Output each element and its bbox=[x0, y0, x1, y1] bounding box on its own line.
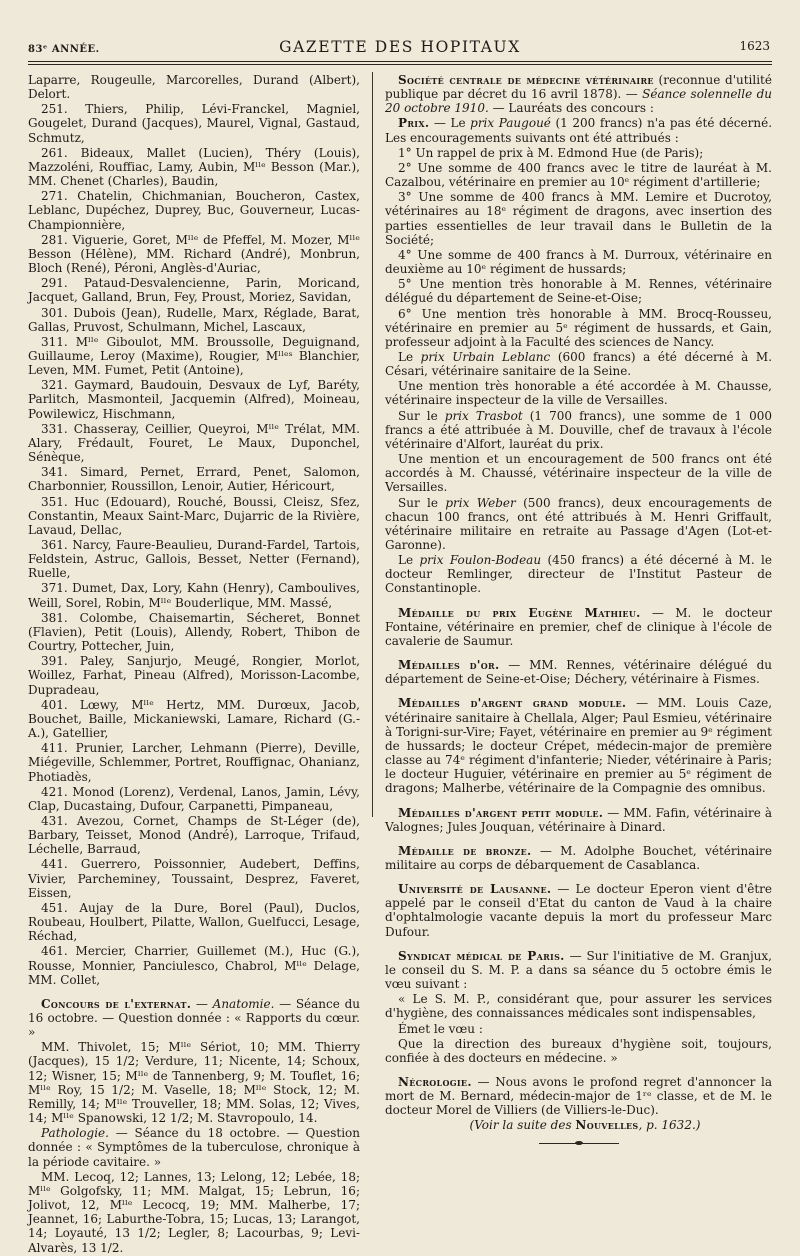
section-heading: Concours de l'externat. bbox=[41, 996, 192, 1011]
paragraph: Médailles d'argent grand module. — MM. Louis Caze, vétérinaire sanitaire à Chellala, Alger; Paul Esmieu, vétérinaire à Torigni-sur-Vire; Fayet, vétérinaire en premier au 9ᵉ régiment de hussards; le docteur Crépet, médecin-major de première classe au 74ᵉ régiment d'infanterie; Nieder, vétérinaire à Paris; le docteur Huguier, vétérinaire en premier au 5ᵉ régiment de dragons; Malherbe, vétérinaire de la Compagnie des omnibus. bbox=[385, 696, 773, 796]
paragraph: 271. Chatelin, Chichmanian, Boucheron, Castex, Leblanc, Dupéchez, Duprey, Buc, Gouverneur, Lucas-Championnière, bbox=[28, 189, 360, 232]
paragraph: MM. Lecoq, 12; Lannes, 13; Lelong, 12; Lebée, 18; Mˡˡᵉ Golgofsky, 11; MM. Malgat, 15; Lebrun, 16; Jolivot, 12, Mˡˡᵉ Lecocq, 19; MM. Malherbe, 17; Jeannet, 16; Laburthe-Tobra, 15; Lucas, 13; Larangot, 14; Loyauté, 13 1/2; Legler, 8; Lacourbas, 9; Levi-Alvarès, 13 1/2. bbox=[28, 1169, 360, 1255]
paragraph: Médaille de bronze. — M. Adolphe Bouchet, vétérinaire militaire au corps de débarquement de Casablanca. bbox=[385, 843, 772, 872]
paragraph: 281. Viguerie, Goret, Mˡˡᵉ de Pfeffel, M. Mozer, Mˡˡᵉ Besson (Hélène), MM. Richard (André), Monbrun, Bloch (René), Péroni, Anglès-d'Auriac, bbox=[28, 232, 360, 276]
paragraph: 311. Mˡˡᵉ Giboulot, MM. Broussolle, Deguignand, Guillaume, Leroy (Maxime), Rougier, Mˡˡᵉˢ Blanchier, Leven, MM. Fumet, Petit (Antoine), bbox=[28, 334, 360, 378]
paragraph: 331. Chasseray, Ceillier, Queyroi, Mˡˡᵉ Trélat, MM. Alary, Frédault, Fouret, Le Maux, Duponchel, Sénèque, bbox=[28, 421, 360, 465]
paragraph: Sur le prix Trasbot (1 700 francs), une somme de 1 000 francs a été attribuée à M. Douville, chef de travaux à l'école vétérinaire d'Alfort, lauréat du prix. bbox=[385, 408, 772, 451]
paragraph: Sur le prix Weber (500 francs), deux encouragements de chacun 100 francs, ont été attribués à M. Henri Griffault, vétérinaire militaire en retraite au Passage d'Agen (Lot-et-Garonne). bbox=[385, 495, 772, 552]
paragraph: 401. Lœwy, Mˡˡᵉ Hertz, MM. Durœux, Jacob, Bouchet, Baille, Mickaniewski, Lamare, Richard (G.-A.), Gatellier, bbox=[28, 697, 360, 741]
section-heading: Syndicat médical de Paris. bbox=[398, 948, 565, 963]
paragraph: Nécrologie. — Nous avons le profond regret d'annoncer la mort de M. Bernard, médecin-major de 1ʳᵉ classe, et de M. le docteur Morel de Villiers (de Villiers-le-Duc). bbox=[385, 1075, 772, 1118]
column-divider bbox=[372, 72, 373, 817]
journal-title: GAZETTE DES HOPITAUX bbox=[279, 38, 521, 56]
paragraph: 341. Simard, Pernet, Errard, Penet, Salomon, Charbonnier, Roussillon, Lenoir, Autier, Héricourt, bbox=[28, 465, 360, 494]
paragraph: 301. Dubois (Jean), Rudelle, Marx, Réglade, Barat, Gallas, Pruvost, Schulmann, Michel, Lascaux, bbox=[28, 305, 360, 334]
paragraph: Médailles d'or. — MM. Rennes, vétérinaire délégué du département de Seine-et-Oise; Déchery, vétérinaire à Fismes. bbox=[385, 658, 772, 687]
paragraph: 371. Dumet, Dax, Lory, Kahn (Henry), Camboulives, Weill, Sorel, Robin, Mˡˡᵉ Bouderlique, MM. Massé, bbox=[28, 581, 360, 610]
paragraph: 361. Narcy, Faure-Beaulieu, Durand-Fardel, Tartois, Feldstein, Astruc, Gallois, Besset, Netter (Fernand), Ruelle, bbox=[28, 538, 360, 581]
paragraph: 3° Une somme de 400 francs à MM. Lemire et Ducrotoy, vétérinaires au 18ᵉ régiment de dragons, avec insertion des parties essentielles de leur travail dans le Bulletin de la Société; bbox=[385, 190, 772, 247]
paragraph: 441. Guerrero, Poissonnier, Audebert, Deffins, Vivier, Parchemineу, Toussaint, Desprez, Faveret, Eissen, bbox=[28, 857, 360, 900]
paragraph: Laparre, Rougeulle, Marcorelles, Durand (Albert), Delort. bbox=[28, 73, 360, 102]
header-rule-thin bbox=[28, 64, 772, 65]
paragraph: 291. Pataud-Desvalencienne, Parin, Moricand, Jacquet, Galland, Brun, Fey, Proust, Moriez, Savidan, bbox=[28, 276, 360, 305]
paragraph: 1° Un rappel de prix à M. Edmond Hue (de Paris); bbox=[398, 145, 704, 160]
section-heading: Société centrale de médecine vétérinaire bbox=[398, 73, 654, 87]
continuation-note: (Voir la suite des Nouvelles, p. 1632.) bbox=[469, 1118, 701, 1133]
paragraph bbox=[28, 1126, 360, 1168]
concours-intro: — Séance du 16 octobre. — Question donnée : « Rapports du cœur. » bbox=[28, 996, 360, 1040]
paragraph: Une mention et un encouragement de 500 francs ont été accordés à M. Chaussé, vétérinaire inspecteur de la ville de Versailles. bbox=[385, 452, 772, 495]
paragraph: 261. Bideaux, Mallet (Lucien), Théry (Louis), Mazzoléni, Rouffiac, Lamy, Aubin, Mˡˡᵉ Besson (Mar.), MM. Chenet (Charles), Baudin, bbox=[28, 145, 360, 189]
paragraph: Le prix Foulon-Bodeau (450 francs) a été décerné à M. le docteur Remlinger, directeur de l'Institut Pasteur de Constantinople. bbox=[385, 553, 772, 596]
paragraph: 431. Avezou, Cornet, Champs de St-Léger (de), Barbary, Teisset, Monod (André), Larroque, Trifaud, Léchelle, Barraud, bbox=[28, 813, 360, 857]
paragraph: 381. Colombe, Chaisemartin, Sécheret, Bonnet (Flavien), Petit (Louis), Allendy, Robert, Thibon de Courtry, Pottecher, Juin, bbox=[28, 610, 360, 654]
section-heading: Université de Lausanne. bbox=[398, 882, 552, 897]
paragraph: MM. Thivolet, 15; Mˡˡᵉ Sériot, 10; MM. Thierry (Jacques), 15 1/2; Verdure, 11; Nicente, 14; Schoux, 12; Wisner, 15; Mˡˡᵉ de Tannenberg, 9; M. Touflet, 16; Mˡˡᵉ Roy, 15 1/2; M. Vaselle, 18; Mˡˡᵉ Stock, 12; M. Remilly, 14; Mˡˡᵉ Trouveller, 18; MM. Solas, 12; Vives, 14; Mˡˡᵉ Spanowski, 12 1/2; M. Stavropoulo, 14. bbox=[28, 1040, 360, 1126]
paragraph: 391. Paley, Sanjurjo, Meugé, Rongier, Morlot, Woillez, Farhat, Pineau (Alfred), Morisson-Lacombe, Dupradeau, bbox=[28, 654, 360, 697]
paragraph: Médailles d'argent petit module. — MM. Fafin, vétérinaire à Valognes; Jules Jouquan, vétérinaire à Dinard. bbox=[385, 805, 772, 834]
paragraph: Le prix Urbain Leblanc (600 francs) a été décerné à M. Césari, vétérinaire sanitaire de la Seine. bbox=[385, 349, 773, 379]
end-ornament bbox=[539, 1143, 619, 1144]
paragraph: Université de Lausanne. — Le docteur Eperon vient d'être appelé par le conseil d'Etat du canton de Vaud à la chaire d'ophtalmologie vacante depuis la mort du professeur Marc Dufour. bbox=[385, 882, 772, 939]
paragraph: Émet le vœu : bbox=[398, 1021, 483, 1036]
right-column bbox=[385, 73, 772, 1144]
paragraph: Médaille du prix Eugène Mathieu. — M. le docteur Fontaine, vétérinaire en premier, chef de clinique à l'école de cavalerie de Saumur. bbox=[385, 605, 772, 648]
paragraph: Que la direction des bureaux d'hygiène soit, toujours, confiée à des docteurs en médecine. » bbox=[385, 1036, 772, 1065]
paragraph: 451. Aujay de la Dure, Borel (Paul), Duclos, Roubeau, Houlbert, Pilatte, Wallon, Guelfucci, Lesage, Réchad, bbox=[28, 900, 360, 944]
paragraph: « Le S. M. P., considérant que, pour assurer les services d'hygiène, des connaissances médicales sont indispensables, bbox=[385, 992, 772, 1021]
paragraph: 321. Gaymard, Baudouin, Desvaux de Lyf, Baréty, Parlitch, Masmonteil, Jacquemin (Alfred), Moineau, Powilewicz, Hischmann, bbox=[28, 378, 360, 421]
concours-paragraph: Concours de l'externat. — Anatomie. — Séance du 16 octobre. — Question donnée : « Rapports du cœur. » bbox=[28, 996, 360, 1040]
paragraph: 251. Thiers, Philip, Lévi-Franckel, Magniel, Gougelet, Durand (Jacques), Maurel, Vignal, Gastaud, Schmutz, bbox=[28, 102, 360, 145]
left-column bbox=[28, 73, 360, 1256]
volume-label: 83ᵉ ANNÉE. bbox=[28, 44, 100, 55]
paragraph: 461. Mercier, Charrier, Guillemet (M.), Huc (G.), Rousse, Monnier, Panciulesco, Chabrol, Mˡˡᵉ Delage, MM. Collet, bbox=[28, 944, 360, 987]
paragraph: 351. Huc (Edouard), Rouché, Boussi, Cleisz, Sfez, Constantin, Meaux Saint-Marc, Dujarric de la Rivière, Lavaud, Dellac, bbox=[28, 494, 360, 537]
paragraph: Syndicat médical de Paris. — Sur l'initiative de M. Granjux, le conseil du S. M. P. a dans sa séance du 5 octobre émis le vœu suivant : bbox=[385, 948, 772, 992]
concours-subject: Anatomie. bbox=[212, 996, 275, 1011]
paragraph: 6° Une mention très honorable à MM. Brocq-Rousseu, vétérinaire en premier au 5ᵉ régiment de hussards, et Gain, professeur adjoint à la Faculté des sciences de Nancy. bbox=[385, 306, 772, 349]
paragraph: 421. Monod (Lorenz), Verdenal, Lanos, Jamin, Lévy, Clap, Ducastaing, Dufour, Carpanetti, Pimpaneau, bbox=[28, 784, 360, 813]
paragraph: Une mention très honorable a été accordée à M. Chausse, vétérinaire inspecteur de la ville de Versailles. bbox=[385, 379, 772, 408]
paragraph: 2° Une somme de 400 francs avec le titre de lauréat à M. Cazalbou, vétérinaire en premier au 10ᵉ régiment d'artillerie; bbox=[385, 160, 772, 190]
page-number: 1623 bbox=[739, 39, 770, 53]
pathologie-label: Pathologie. bbox=[41, 1126, 109, 1141]
paragraph: 5° Une mention très honorable à M. Rennes, vétérinaire délégué du département de Seine-et-Oise; bbox=[385, 277, 772, 306]
paragraph: 411. Prunier, Larcher, Lehmann (Pierre), Deville, Miégeville, Schlemmer, Portret, Rouffignac, Ohanianz, Photiadès, bbox=[28, 741, 360, 784]
pathologie-text: — Séance du 18 octobre. — Question donnée : « Symptômes de la tuberculose, chronique à la période cavitaire. » bbox=[28, 1126, 360, 1169]
paragraph: Société centrale de médecine vétérinaire (reconnue d'utilité publique par décret du 16 avril 1878). — Séance solennelle du 20 octobre 1910. — Lauréats des concours : bbox=[385, 73, 772, 116]
paragraph: Prix. — Le prix Paugoué (1 200 francs) n'a pas été décerné. Les encouragements suivants ont été attribués : bbox=[385, 116, 773, 145]
paragraph: 4° Une somme de 400 francs à M. Durroux, vétérinaire en deuxième au 10ᵉ régiment de hussards; bbox=[385, 247, 772, 277]
header-rule bbox=[28, 61, 772, 62]
section-heading: Nécrologie. bbox=[398, 1075, 472, 1089]
